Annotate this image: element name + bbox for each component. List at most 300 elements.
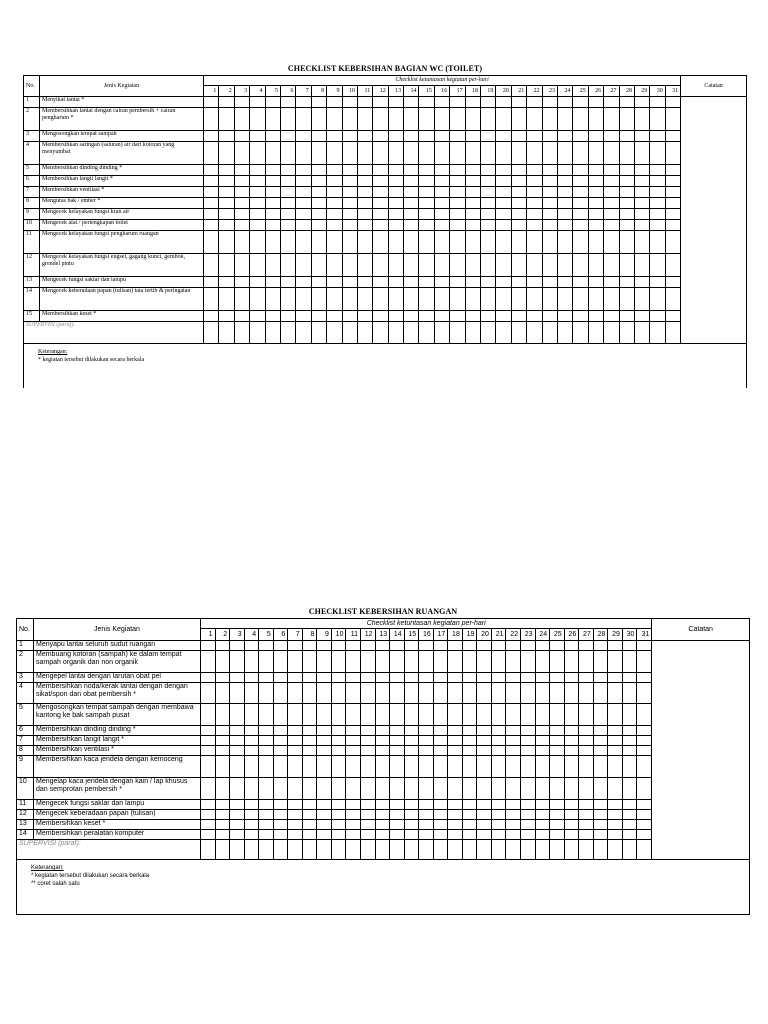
day-13-check-cell[interactable]: [388, 254, 403, 277]
day-22-check-cell[interactable]: [527, 165, 542, 176]
day-9-check-cell[interactable]: [317, 746, 332, 756]
day-1-check-cell[interactable]: [201, 820, 216, 830]
day-31-check-cell[interactable]: [665, 231, 680, 254]
day-20-check-cell[interactable]: [496, 165, 511, 176]
day-18-check-cell[interactable]: [448, 641, 463, 651]
day-2-check-cell[interactable]: [215, 756, 230, 778]
day-16-check-cell[interactable]: [419, 673, 434, 683]
day-28-check-cell[interactable]: [619, 311, 634, 322]
day-7-check-cell[interactable]: [288, 726, 303, 736]
day-29-check-cell[interactable]: [634, 131, 649, 142]
day-23-paraf-cell[interactable]: [542, 322, 557, 344]
day-10-paraf-cell[interactable]: [331, 840, 346, 860]
day-23-check-cell[interactable]: [521, 673, 536, 683]
day-30-check-cell[interactable]: [650, 277, 665, 288]
day-18-check-cell[interactable]: [465, 288, 480, 311]
day-13-check-cell[interactable]: [388, 277, 403, 288]
day-18-paraf-cell[interactable]: [465, 322, 480, 344]
day-9-check-cell[interactable]: [317, 800, 332, 810]
day-19-check-cell[interactable]: [462, 778, 477, 800]
day-12-check-cell[interactable]: [373, 142, 388, 165]
day-23-check-cell[interactable]: [542, 97, 557, 108]
day-29-check-cell[interactable]: [608, 726, 623, 736]
day-30-check-cell[interactable]: [650, 209, 665, 220]
day-23-check-cell[interactable]: [521, 683, 536, 704]
day-12-check-cell[interactable]: [361, 810, 376, 820]
day-2-check-cell[interactable]: [219, 187, 234, 198]
day-23-check-cell[interactable]: [521, 641, 536, 651]
day-11-check-cell[interactable]: [346, 641, 361, 651]
day-21-check-cell[interactable]: [511, 277, 526, 288]
day-7-check-cell[interactable]: [288, 641, 303, 651]
day-13-check-cell[interactable]: [375, 683, 390, 704]
day-12-check-cell[interactable]: [373, 165, 388, 176]
day-28-check-cell[interactable]: [593, 704, 608, 726]
day-20-check-cell[interactable]: [496, 209, 511, 220]
day-22-check-cell[interactable]: [527, 311, 542, 322]
day-30-check-cell[interactable]: [650, 220, 665, 231]
day-16-check-cell[interactable]: [434, 311, 449, 322]
day-26-check-cell[interactable]: [564, 810, 579, 820]
day-2-check-cell[interactable]: [219, 311, 234, 322]
day-4-check-cell[interactable]: [250, 220, 265, 231]
day-17-check-cell[interactable]: [450, 142, 465, 165]
day-12-check-cell[interactable]: [361, 651, 376, 673]
day-2-check-cell[interactable]: [219, 277, 234, 288]
day-21-check-cell[interactable]: [511, 97, 526, 108]
day-9-check-cell[interactable]: [317, 778, 332, 800]
day-21-check-cell[interactable]: [491, 810, 506, 820]
day-24-paraf-cell[interactable]: [557, 322, 572, 344]
day-10-check-cell[interactable]: [331, 651, 346, 673]
day-14-check-cell[interactable]: [404, 176, 419, 187]
day-25-check-cell[interactable]: [573, 187, 588, 198]
day-13-check-cell[interactable]: [375, 746, 390, 756]
day-26-check-cell[interactable]: [588, 198, 603, 209]
day-4-check-cell[interactable]: [250, 198, 265, 209]
day-23-check-cell[interactable]: [521, 800, 536, 810]
day-30-check-cell[interactable]: [650, 254, 665, 277]
day-1-check-cell[interactable]: [201, 683, 216, 704]
day-29-check-cell[interactable]: [608, 651, 623, 673]
day-1-check-cell[interactable]: [201, 756, 216, 778]
day-5-check-cell[interactable]: [265, 277, 280, 288]
day-14-check-cell[interactable]: [404, 231, 419, 254]
day-12-check-cell[interactable]: [373, 288, 388, 311]
day-27-check-cell[interactable]: [604, 176, 619, 187]
day-25-check-cell[interactable]: [550, 800, 565, 810]
day-11-check-cell[interactable]: [346, 830, 361, 840]
day-20-check-cell[interactable]: [477, 746, 492, 756]
day-10-check-cell[interactable]: [331, 778, 346, 800]
day-21-check-cell[interactable]: [511, 176, 526, 187]
day-13-check-cell[interactable]: [375, 800, 390, 810]
day-6-check-cell[interactable]: [280, 277, 295, 288]
day-19-check-cell[interactable]: [462, 736, 477, 746]
day-6-check-cell[interactable]: [273, 830, 288, 840]
day-18-check-cell[interactable]: [465, 142, 480, 165]
day-10-check-cell[interactable]: [331, 683, 346, 704]
day-28-check-cell[interactable]: [593, 726, 608, 736]
day-18-check-cell[interactable]: [448, 736, 463, 746]
day-19-check-cell[interactable]: [481, 97, 496, 108]
day-24-check-cell[interactable]: [557, 97, 572, 108]
day-8-check-cell[interactable]: [311, 254, 326, 277]
day-12-check-cell[interactable]: [373, 209, 388, 220]
day-30-check-cell[interactable]: [622, 746, 637, 756]
day-29-check-cell[interactable]: [634, 108, 649, 131]
day-18-check-cell[interactable]: [448, 683, 463, 704]
day-12-check-cell[interactable]: [361, 673, 376, 683]
day-28-check-cell[interactable]: [619, 165, 634, 176]
day-28-check-cell[interactable]: [593, 830, 608, 840]
day-3-check-cell[interactable]: [230, 651, 245, 673]
day-10-check-cell[interactable]: [342, 209, 357, 220]
day-31-check-cell[interactable]: [637, 746, 652, 756]
day-1-check-cell[interactable]: [204, 288, 219, 311]
day-2-check-cell[interactable]: [219, 288, 234, 311]
day-6-check-cell[interactable]: [273, 673, 288, 683]
day-1-check-cell[interactable]: [201, 778, 216, 800]
day-16-check-cell[interactable]: [419, 756, 434, 778]
day-26-check-cell[interactable]: [564, 726, 579, 736]
day-16-check-cell[interactable]: [419, 704, 434, 726]
day-14-check-cell[interactable]: [404, 209, 419, 220]
day-10-check-cell[interactable]: [342, 254, 357, 277]
day-15-check-cell[interactable]: [404, 736, 419, 746]
day-28-check-cell[interactable]: [619, 198, 634, 209]
day-15-check-cell[interactable]: [419, 311, 434, 322]
day-9-check-cell[interactable]: [327, 288, 342, 311]
day-18-check-cell[interactable]: [465, 165, 480, 176]
day-6-check-cell[interactable]: [280, 198, 295, 209]
day-17-check-cell[interactable]: [433, 810, 448, 820]
day-13-check-cell[interactable]: [388, 165, 403, 176]
day-23-check-cell[interactable]: [521, 778, 536, 800]
day-9-check-cell[interactable]: [317, 830, 332, 840]
day-20-check-cell[interactable]: [477, 683, 492, 704]
day-28-check-cell[interactable]: [619, 231, 634, 254]
day-22-check-cell[interactable]: [506, 651, 521, 673]
day-15-check-cell[interactable]: [419, 131, 434, 142]
day-20-paraf-cell[interactable]: [477, 840, 492, 860]
day-12-check-cell[interactable]: [373, 220, 388, 231]
day-11-check-cell[interactable]: [346, 651, 361, 673]
day-9-check-cell[interactable]: [317, 810, 332, 820]
day-23-check-cell[interactable]: [542, 131, 557, 142]
day-20-check-cell[interactable]: [477, 778, 492, 800]
day-8-check-cell[interactable]: [311, 97, 326, 108]
day-26-check-cell[interactable]: [564, 651, 579, 673]
notes-cell[interactable]: [681, 97, 747, 344]
day-16-check-cell[interactable]: [434, 198, 449, 209]
day-1-check-cell[interactable]: [204, 142, 219, 165]
day-10-check-cell[interactable]: [342, 97, 357, 108]
day-11-check-cell[interactable]: [346, 746, 361, 756]
day-29-check-cell[interactable]: [634, 176, 649, 187]
day-24-check-cell[interactable]: [535, 810, 550, 820]
day-17-paraf-cell[interactable]: [450, 322, 465, 344]
day-16-check-cell[interactable]: [434, 231, 449, 254]
day-3-check-cell[interactable]: [234, 209, 249, 220]
day-27-check-cell[interactable]: [604, 311, 619, 322]
day-5-check-cell[interactable]: [259, 800, 274, 810]
day-25-check-cell[interactable]: [573, 97, 588, 108]
day-2-check-cell[interactable]: [215, 746, 230, 756]
day-2-check-cell[interactable]: [215, 810, 230, 820]
day-11-check-cell[interactable]: [357, 142, 372, 165]
day-4-check-cell[interactable]: [244, 756, 259, 778]
day-3-check-cell[interactable]: [234, 97, 249, 108]
day-9-check-cell[interactable]: [317, 683, 332, 704]
day-29-check-cell[interactable]: [608, 820, 623, 830]
day-24-check-cell[interactable]: [557, 254, 572, 277]
day-27-check-cell[interactable]: [579, 820, 594, 830]
day-12-check-cell[interactable]: [361, 641, 376, 651]
day-19-check-cell[interactable]: [481, 277, 496, 288]
day-30-check-cell[interactable]: [622, 810, 637, 820]
day-6-check-cell[interactable]: [280, 142, 295, 165]
day-27-check-cell[interactable]: [604, 277, 619, 288]
day-6-check-cell[interactable]: [280, 131, 295, 142]
day-31-check-cell[interactable]: [637, 800, 652, 810]
day-19-check-cell[interactable]: [481, 108, 496, 131]
day-4-check-cell[interactable]: [250, 288, 265, 311]
day-24-check-cell[interactable]: [557, 165, 572, 176]
day-19-check-cell[interactable]: [462, 641, 477, 651]
day-12-check-cell[interactable]: [373, 108, 388, 131]
day-18-check-cell[interactable]: [448, 830, 463, 840]
day-26-paraf-cell[interactable]: [564, 840, 579, 860]
day-4-check-cell[interactable]: [250, 108, 265, 131]
day-6-check-cell[interactable]: [273, 746, 288, 756]
day-13-paraf-cell[interactable]: [375, 840, 390, 860]
day-7-check-cell[interactable]: [288, 683, 303, 704]
day-31-check-cell[interactable]: [665, 165, 680, 176]
day-29-check-cell[interactable]: [634, 231, 649, 254]
day-17-check-cell[interactable]: [450, 231, 465, 254]
day-27-check-cell[interactable]: [604, 209, 619, 220]
day-7-check-cell[interactable]: [296, 220, 311, 231]
day-9-check-cell[interactable]: [327, 142, 342, 165]
day-10-check-cell[interactable]: [331, 746, 346, 756]
day-3-check-cell[interactable]: [234, 131, 249, 142]
day-23-check-cell[interactable]: [542, 187, 557, 198]
day-15-check-cell[interactable]: [404, 683, 419, 704]
day-25-check-cell[interactable]: [550, 778, 565, 800]
day-24-check-cell[interactable]: [557, 209, 572, 220]
day-2-check-cell[interactable]: [219, 254, 234, 277]
day-9-paraf-cell[interactable]: [317, 840, 332, 860]
day-10-check-cell[interactable]: [331, 641, 346, 651]
day-15-check-cell[interactable]: [404, 756, 419, 778]
day-21-check-cell[interactable]: [491, 778, 506, 800]
day-31-check-cell[interactable]: [637, 778, 652, 800]
day-12-check-cell[interactable]: [361, 736, 376, 746]
day-13-check-cell[interactable]: [388, 187, 403, 198]
day-30-check-cell[interactable]: [650, 198, 665, 209]
day-4-check-cell[interactable]: [250, 187, 265, 198]
day-30-check-cell[interactable]: [650, 165, 665, 176]
day-5-check-cell[interactable]: [259, 673, 274, 683]
day-13-check-cell[interactable]: [375, 673, 390, 683]
day-18-check-cell[interactable]: [465, 220, 480, 231]
day-1-check-cell[interactable]: [204, 165, 219, 176]
day-16-check-cell[interactable]: [434, 97, 449, 108]
day-3-check-cell[interactable]: [230, 704, 245, 726]
day-18-check-cell[interactable]: [465, 198, 480, 209]
day-8-check-cell[interactable]: [311, 311, 326, 322]
day-22-check-cell[interactable]: [527, 187, 542, 198]
day-13-check-cell[interactable]: [375, 651, 390, 673]
day-17-paraf-cell[interactable]: [433, 840, 448, 860]
day-11-check-cell[interactable]: [357, 176, 372, 187]
day-21-check-cell[interactable]: [491, 736, 506, 746]
day-6-check-cell[interactable]: [273, 704, 288, 726]
day-27-check-cell[interactable]: [604, 231, 619, 254]
day-17-check-cell[interactable]: [450, 108, 465, 131]
day-12-paraf-cell[interactable]: [361, 840, 376, 860]
day-15-check-cell[interactable]: [419, 288, 434, 311]
day-2-check-cell[interactable]: [215, 704, 230, 726]
day-29-check-cell[interactable]: [634, 165, 649, 176]
day-18-check-cell[interactable]: [448, 704, 463, 726]
day-28-paraf-cell[interactable]: [619, 322, 634, 344]
day-18-check-cell[interactable]: [465, 311, 480, 322]
day-30-check-cell[interactable]: [622, 778, 637, 800]
day-3-check-cell[interactable]: [234, 176, 249, 187]
day-13-check-cell[interactable]: [388, 176, 403, 187]
day-22-check-cell[interactable]: [527, 254, 542, 277]
day-17-check-cell[interactable]: [450, 254, 465, 277]
day-24-check-cell[interactable]: [535, 641, 550, 651]
day-20-paraf-cell[interactable]: [496, 322, 511, 344]
day-19-check-cell[interactable]: [462, 810, 477, 820]
day-23-paraf-cell[interactable]: [521, 840, 536, 860]
day-15-paraf-cell[interactable]: [404, 840, 419, 860]
day-12-check-cell[interactable]: [373, 187, 388, 198]
day-25-check-cell[interactable]: [573, 198, 588, 209]
day-17-check-cell[interactable]: [450, 220, 465, 231]
day-13-check-cell[interactable]: [375, 641, 390, 651]
day-27-check-cell[interactable]: [604, 165, 619, 176]
day-12-check-cell[interactable]: [361, 683, 376, 704]
day-16-check-cell[interactable]: [419, 800, 434, 810]
day-16-check-cell[interactable]: [419, 820, 434, 830]
day-11-check-cell[interactable]: [357, 254, 372, 277]
day-1-check-cell[interactable]: [204, 131, 219, 142]
day-24-check-cell[interactable]: [557, 187, 572, 198]
day-19-check-cell[interactable]: [481, 131, 496, 142]
day-24-check-cell[interactable]: [535, 683, 550, 704]
day-13-check-cell[interactable]: [388, 97, 403, 108]
day-7-check-cell[interactable]: [296, 311, 311, 322]
day-5-check-cell[interactable]: [259, 651, 274, 673]
day-24-check-cell[interactable]: [557, 142, 572, 165]
day-31-check-cell[interactable]: [665, 142, 680, 165]
day-8-check-cell[interactable]: [302, 746, 317, 756]
day-30-check-cell[interactable]: [650, 231, 665, 254]
day-20-check-cell[interactable]: [477, 704, 492, 726]
day-22-check-cell[interactable]: [506, 756, 521, 778]
day-5-check-cell[interactable]: [265, 209, 280, 220]
day-16-check-cell[interactable]: [419, 830, 434, 840]
day-1-check-cell[interactable]: [201, 746, 216, 756]
day-27-check-cell[interactable]: [604, 288, 619, 311]
day-6-check-cell[interactable]: [273, 756, 288, 778]
day-10-check-cell[interactable]: [331, 810, 346, 820]
day-1-check-cell[interactable]: [204, 209, 219, 220]
day-12-check-cell[interactable]: [361, 746, 376, 756]
day-23-check-cell[interactable]: [542, 108, 557, 131]
day-22-check-cell[interactable]: [506, 778, 521, 800]
day-10-check-cell[interactable]: [342, 131, 357, 142]
day-27-check-cell[interactable]: [579, 673, 594, 683]
day-2-check-cell[interactable]: [215, 736, 230, 746]
day-15-check-cell[interactable]: [404, 810, 419, 820]
day-29-check-cell[interactable]: [608, 830, 623, 840]
day-5-check-cell[interactable]: [259, 641, 274, 651]
day-28-check-cell[interactable]: [593, 673, 608, 683]
day-28-check-cell[interactable]: [593, 683, 608, 704]
day-27-check-cell[interactable]: [604, 220, 619, 231]
day-28-check-cell[interactable]: [593, 736, 608, 746]
day-24-paraf-cell[interactable]: [535, 840, 550, 860]
day-1-check-cell[interactable]: [204, 277, 219, 288]
day-20-check-cell[interactable]: [496, 97, 511, 108]
day-15-check-cell[interactable]: [419, 198, 434, 209]
day-7-check-cell[interactable]: [296, 277, 311, 288]
day-12-check-cell[interactable]: [361, 778, 376, 800]
day-27-paraf-cell[interactable]: [579, 840, 594, 860]
day-3-check-cell[interactable]: [230, 726, 245, 736]
day-31-check-cell[interactable]: [665, 97, 680, 108]
day-13-check-cell[interactable]: [388, 288, 403, 311]
day-19-check-cell[interactable]: [462, 683, 477, 704]
day-22-paraf-cell[interactable]: [506, 840, 521, 860]
day-20-check-cell[interactable]: [477, 726, 492, 736]
day-2-check-cell[interactable]: [215, 820, 230, 830]
day-31-check-cell[interactable]: [637, 810, 652, 820]
day-11-check-cell[interactable]: [357, 209, 372, 220]
day-4-check-cell[interactable]: [250, 254, 265, 277]
day-7-check-cell[interactable]: [288, 820, 303, 830]
day-31-check-cell[interactable]: [665, 198, 680, 209]
day-15-check-cell[interactable]: [419, 220, 434, 231]
day-6-check-cell[interactable]: [273, 778, 288, 800]
day-21-check-cell[interactable]: [491, 651, 506, 673]
day-13-check-cell[interactable]: [375, 756, 390, 778]
day-22-check-cell[interactable]: [506, 820, 521, 830]
day-28-check-cell[interactable]: [593, 810, 608, 820]
day-6-check-cell[interactable]: [280, 220, 295, 231]
day-16-check-cell[interactable]: [419, 683, 434, 704]
day-7-check-cell[interactable]: [288, 736, 303, 746]
day-31-check-cell[interactable]: [637, 830, 652, 840]
day-19-check-cell[interactable]: [462, 830, 477, 840]
day-20-check-cell[interactable]: [477, 810, 492, 820]
day-2-check-cell[interactable]: [219, 97, 234, 108]
day-2-check-cell[interactable]: [219, 165, 234, 176]
day-21-check-cell[interactable]: [511, 142, 526, 165]
day-29-check-cell[interactable]: [634, 254, 649, 277]
day-15-check-cell[interactable]: [404, 673, 419, 683]
day-10-check-cell[interactable]: [331, 820, 346, 830]
day-24-check-cell[interactable]: [535, 756, 550, 778]
day-27-check-cell[interactable]: [579, 736, 594, 746]
day-19-check-cell[interactable]: [462, 704, 477, 726]
day-26-check-cell[interactable]: [588, 311, 603, 322]
